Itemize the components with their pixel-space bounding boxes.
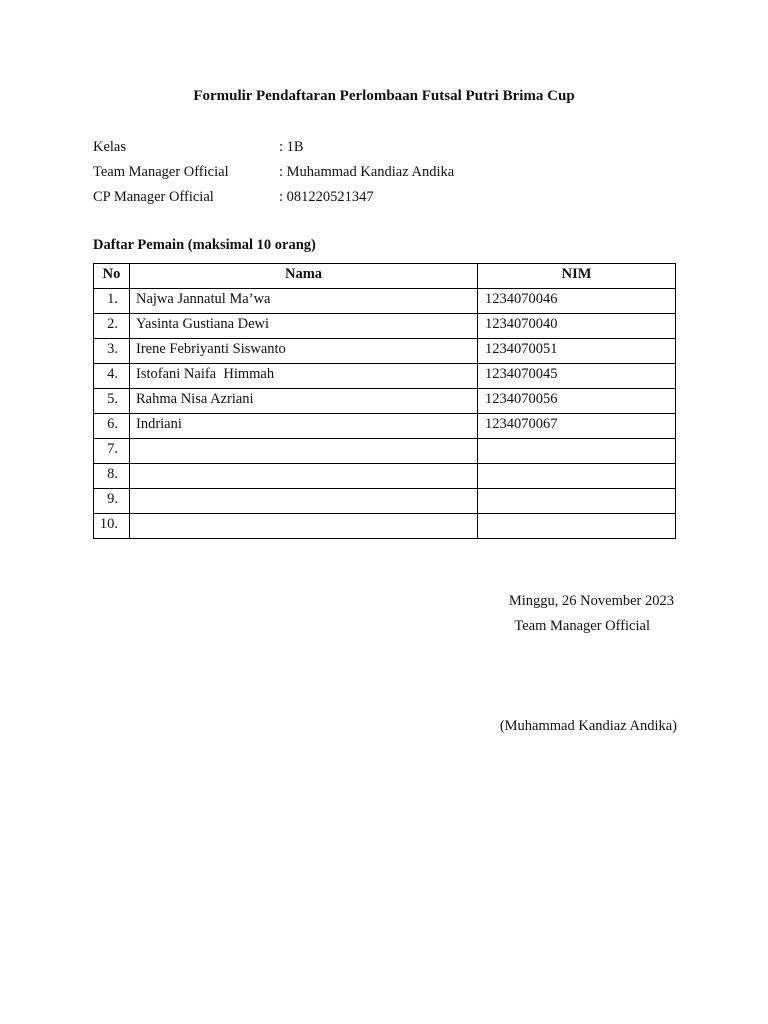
- row-nim: 1234070046: [478, 289, 676, 314]
- row-no: 8.: [94, 464, 130, 489]
- table-row: [94, 389, 676, 414]
- table-row: [94, 439, 676, 464]
- header-name: Nama: [130, 264, 478, 289]
- header-no: No: [94, 264, 130, 289]
- info-value-cp-manager: : 081220521347: [279, 189, 374, 205]
- table-header-row: [94, 264, 676, 289]
- signature-date: Minggu, 26 November 2023: [508, 593, 674, 609]
- row-name: [130, 464, 478, 489]
- row-name: Istofani Naifa Himmah: [130, 364, 478, 389]
- row-no: 9.: [94, 489, 130, 514]
- row-name: Rahma Nisa Azriani: [130, 389, 478, 414]
- row-nim: [478, 464, 676, 489]
- row-nim: [478, 514, 676, 539]
- signature-name: (Muhammad Kandiaz Andika): [499, 718, 677, 734]
- row-no: 2.: [94, 314, 130, 339]
- row-nim: 1234070067: [478, 414, 676, 439]
- players-section-title: Daftar Pemain (maksimal 10 orang): [93, 237, 316, 253]
- row-name: Indriani: [130, 414, 478, 439]
- row-no: 4.: [94, 364, 130, 389]
- row-name: [130, 489, 478, 514]
- row-no: 7.: [94, 439, 130, 464]
- header-nim: NIM: [478, 264, 676, 289]
- row-name: Yasinta Gustiana Dewi: [130, 314, 478, 339]
- row-name: [130, 439, 478, 464]
- row-name: Najwa Jannatul Ma’wa: [130, 289, 478, 314]
- row-no: 6.: [94, 414, 130, 439]
- row-nim: [478, 489, 676, 514]
- row-nim: 1234070040: [478, 314, 676, 339]
- row-nim: 1234070056: [478, 389, 676, 414]
- signature-role: Team Manager Official: [514, 618, 650, 634]
- info-value-kelas: : 1B: [279, 139, 304, 155]
- row-name: Irene Febriyanti Siswanto: [130, 339, 478, 364]
- table-row: [94, 314, 676, 339]
- row-no: 10.: [94, 514, 130, 539]
- table-row: [94, 339, 676, 364]
- table-row: [94, 514, 676, 539]
- info-row-team-manager: [93, 162, 454, 182]
- info-row-kelas: [93, 137, 304, 157]
- row-nim: 1234070045: [478, 364, 676, 389]
- row-no: 3.: [94, 339, 130, 364]
- info-row-cp-manager: [93, 187, 374, 207]
- form-title: Formulir Pendaftaran Perlombaan Futsal Putri Brima Cup: [193, 88, 575, 104]
- row-nim: 1234070051: [478, 339, 676, 364]
- row-no: 5.: [94, 389, 130, 414]
- table-row: [94, 364, 676, 389]
- info-value-team-manager: : Muhammad Kandiaz Andika: [279, 164, 455, 180]
- table-row: [94, 464, 676, 489]
- table-row: [94, 414, 676, 439]
- players-table: [93, 263, 676, 539]
- info-label-team-manager: Team Manager Official: [93, 164, 229, 180]
- table-row: [94, 489, 676, 514]
- info-label-kelas: Kelas: [93, 139, 127, 155]
- row-name: [130, 514, 478, 539]
- info-label-cp-manager: CP Manager Official: [93, 189, 214, 205]
- table-row: [94, 289, 676, 314]
- row-nim: [478, 439, 676, 464]
- row-no: 1.: [94, 289, 130, 314]
